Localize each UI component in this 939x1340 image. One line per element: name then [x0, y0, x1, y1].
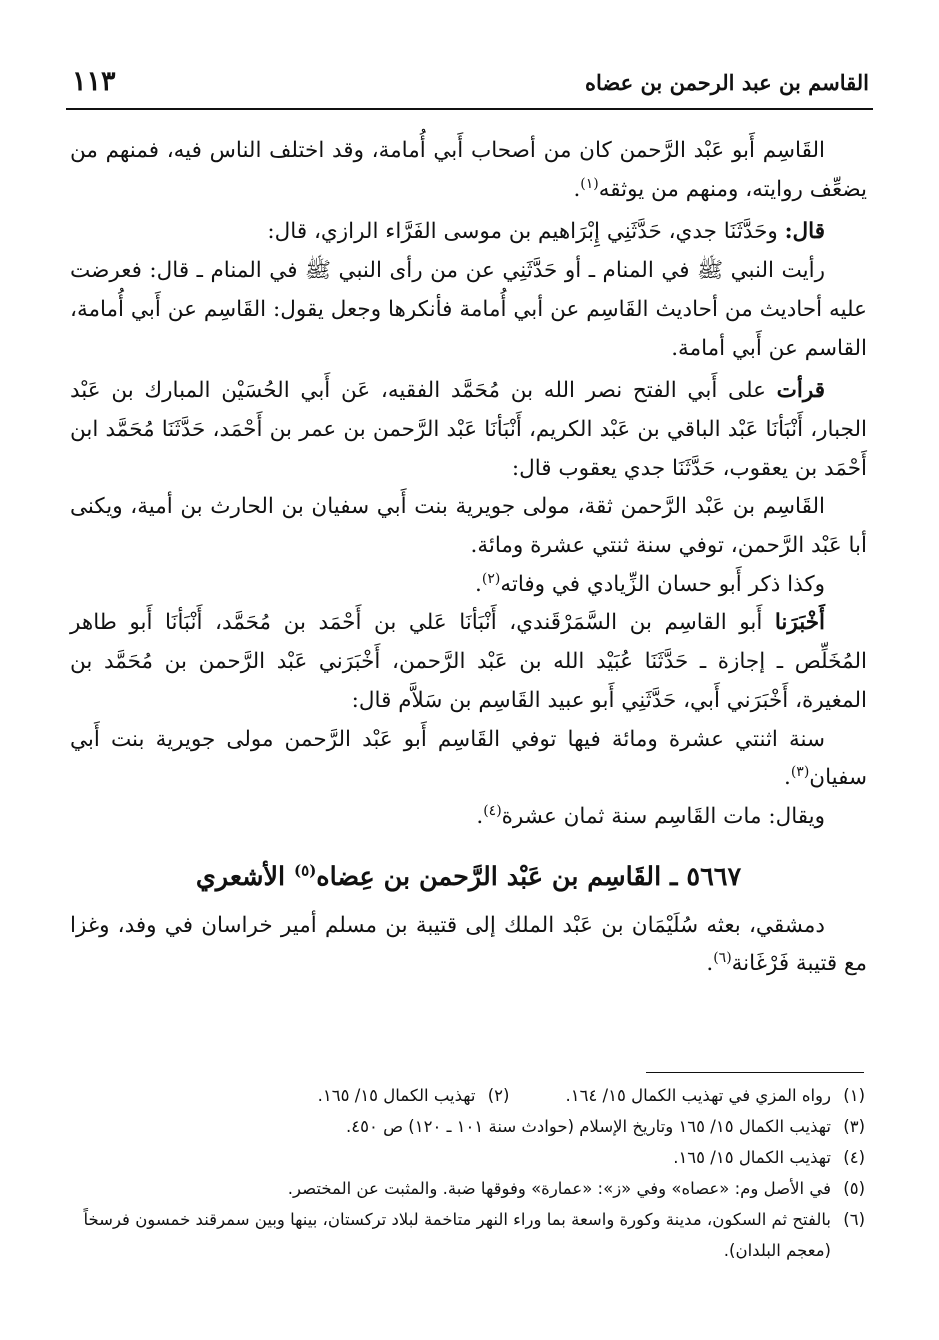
footnote-3-number: (٣)	[843, 1117, 865, 1136]
entry-heading-text: ٥٦٦٧ ـ القَاسِم بن عَبْد الرَّحمن بن عِضاه	[316, 861, 742, 892]
paragraph-8-end: .	[783, 765, 791, 791]
paragraph-3	[70, 252, 867, 368]
paragraph-4	[70, 372, 867, 488]
paragraph-10-end: .	[706, 951, 714, 977]
footnote-5	[70, 1173, 865, 1204]
paragraph-10-text: دمشقي، بعثه سُلَيْمَان بن عَبْد الملك إلى قتيبة بن مسلم أمير خراسان في وفد، وغزا مع قتيبة فَرْغَانة	[70, 912, 867, 977]
paragraph-9	[70, 798, 867, 837]
footnote-ref-3: (٣)	[790, 764, 810, 781]
paragraph-2	[70, 213, 867, 252]
paragraph-9-end: .	[476, 803, 484, 829]
paragraph-1-end: .	[573, 176, 581, 202]
footnote-row-1-2	[70, 1080, 865, 1111]
entry-heading	[70, 853, 867, 901]
paragraph-7-keyword: أَخْبَرَنا	[774, 610, 825, 636]
paragraph-7	[70, 604, 867, 720]
paragraph-1	[70, 132, 867, 209]
paragraph-4-text: على أَبي الفتح نصر الله بن مُحَمَّد الفقيه، عَن أَبي الحُسَيْن المبارك بن عَبْد الجبار، أَنْبَأنَا عَبْد الباقي بن عَبْد الكريم، أَنْبَأنَا عَبْد الرَّحمن بن عمر بن أَحْمَد، حَدَّثَنَا مُحَمَّد ابن أَحْمَد بن يعقوب، حَدَّثَنَا جدي يعقوب قال:	[70, 378, 867, 481]
footnote-4-text: تهذيب الكمال ١٥/ ١٦٥.	[673, 1148, 831, 1167]
footnote-3	[70, 1111, 865, 1142]
footnote-1-number: (١)	[843, 1086, 865, 1105]
paragraph-9-text: ويقال: مات القَاسِم سنة ثمان عشرة	[501, 803, 825, 829]
paragraph-1-text: القَاسِم أَبو عَبْد الرَّحمن كان من أصحاب أَبي أُمامة، وقد اختلف الناس فيه، فمنهم من يضعِّف روايته، ومنهم من يوثقه	[70, 138, 867, 202]
footnote-ref-5: (٥)	[294, 861, 317, 880]
paragraph-6-end: .	[475, 571, 482, 597]
footnote-ref-2: (٢)	[481, 570, 501, 587]
footnote-1	[565, 1080, 865, 1111]
footnote-ref-1: (١)	[580, 175, 599, 192]
footnote-5-text: في الأصل وم: «عصاه» وفي «ز»: «عمارة» وفوقها ضبة. والمثبت عن المختصر.	[287, 1179, 831, 1198]
footnote-2	[318, 1080, 510, 1111]
paragraph-10	[70, 907, 867, 984]
paragraph-5-text: القَاسِم بن عَبْد الرَّحمن ثقة، مولى جويرية بنت أَبي سفيان بن الحارث بن أمية، ويكنى أبا عَبْد الرَّحمن، توفي سنة ثنتي عشرة ومائة.	[70, 494, 867, 559]
page-number: ١١٣	[72, 66, 116, 97]
footnote-3-text: تهذيب الكمال ١٥/ ١٦٥ وتاريخ الإسلام (حوادث سنة ١٠١ ـ ١٢٠) ص ٤٥٠.	[346, 1117, 831, 1136]
footnote-6-number: (٦)	[843, 1210, 865, 1229]
paragraph-6	[70, 566, 867, 605]
footnote-1-text: رواه المزي في تهذيب الكمال ١٥/ ١٦٤.	[565, 1086, 831, 1105]
paragraph-5	[70, 488, 867, 565]
footnotes	[70, 1080, 865, 1266]
paragraph-2-text: وحَدَّثَنَا جدي، حَدَّثَنِي إِبْرَاهيم بن موسى الفَرَّاء الرازي، قال:	[267, 219, 785, 245]
main-text	[70, 132, 867, 984]
footnote-4	[70, 1142, 865, 1173]
footnote-ref-6: (٦)	[713, 950, 732, 967]
footnote-5-number: (٥)	[843, 1179, 865, 1198]
running-title: القاسم بن عبد الرحمن بن عضاه	[584, 70, 869, 95]
footnote-6	[70, 1204, 865, 1266]
footnote-ref-4: (٤)	[483, 802, 502, 819]
footnote-spacer	[509, 1080, 565, 1111]
paragraph-8	[70, 721, 867, 798]
footnote-6-text: بالفتح ثم السكون، مدينة وكورة واسعة بما وراء النهر متاخمة لبلاد تركستان، بينها وبين سمرقند خمسون فرسخاً (معجم البلدان).	[83, 1210, 831, 1260]
footnote-divider	[646, 1072, 864, 1073]
paragraph-4-keyword: قرأت	[776, 378, 825, 404]
footnote-4-number: (٤)	[843, 1148, 865, 1167]
paragraph-2-keyword: قال:	[784, 219, 825, 245]
footnote-2-text: تهذيب الكمال ١٥/ ١٦٥.	[317, 1086, 476, 1105]
paragraph-8-text: سنة اثنتي عشرة ومائة فيها توفي القَاسِم أَبو عَبْد الرَّحمن مولى جويرية بنت أَبي سفيان	[70, 726, 867, 791]
footnote-2-number: (٢)	[487, 1086, 510, 1105]
entry-heading-end: الأشعري	[195, 861, 295, 892]
paragraph-3-text: رأيت النبي ﷺ في المنام ـ أو حَدَّثَنِي عن من رأى النبي ﷺ في المنام ـ قال: فعرضت عليه أحاديث من أحاديث القَاسِم عن أبي أُمامة فأنكرها وجعل يقول: القَاسِم عن أَبي أُمامة، القاسم عن أَبي أمامة.	[70, 258, 867, 361]
paragraph-7-text: أَبو القاسِم بن السَّمَرْقَندي، أَنْبَأنَا عَلي بن أَحْمَد بن مُحَمَّد، أَنْبَأنَا أَبو طاهر المُخَلِّص ـ إجازة ـ حَدَّثَنَا عُبَيْد الله بن عَبْد الرَّحمن، أَخْبَرَني عَبْد الرَّحمن بن مُحَمَّد بن المغيرة، أَخْبَرَني أَبي، حَدَّثَنِي أَبو عبيد القَاسِم بن سَلاَّم قال:	[70, 610, 867, 713]
page-header	[66, 58, 873, 110]
paragraph-6-text: وكذا ذكر أَبو حسان الزِّيادي في وفاته	[500, 571, 825, 597]
